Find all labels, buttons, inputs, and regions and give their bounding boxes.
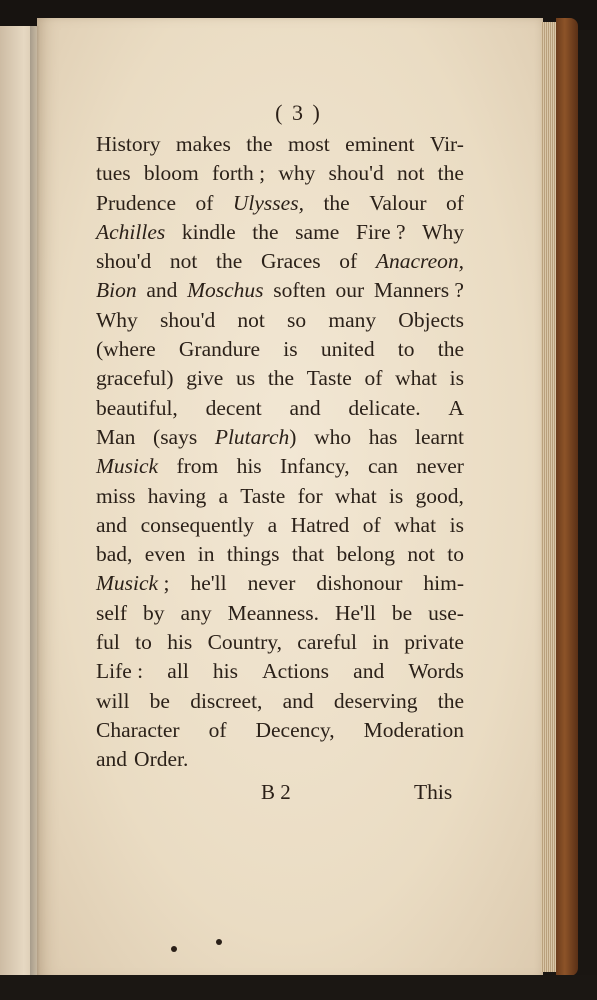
text-line [96,423,464,452]
foxing-spot [216,939,222,945]
word: not [169,249,198,274]
word: Musick ; [96,571,170,596]
word: Order. [134,747,189,772]
word: and [282,688,314,713]
text-line [96,511,464,540]
word: be [391,600,413,625]
text-line [96,716,464,745]
word: the [246,132,273,156]
word: having [147,483,207,508]
text-line [96,657,464,686]
word: (says [153,424,198,449]
text-line [96,159,464,188]
word: why [278,161,316,186]
text-line [96,745,464,774]
word: is [283,337,298,362]
word: the [267,366,295,391]
word: our [335,278,365,303]
word: be [149,688,170,713]
text-line [96,189,464,218]
word: self [96,600,128,625]
word: his [167,630,193,655]
text-line [96,130,464,159]
word: any [180,600,212,625]
word: consequently [140,512,255,537]
word: and [353,659,385,684]
word: use- [428,600,464,625]
word: the [437,337,464,362]
word: Moschus [187,278,264,303]
word: Why [422,219,464,244]
word: and [96,747,128,772]
text-line [96,276,464,305]
word: the [437,688,464,713]
gutter-shadow [30,26,40,988]
text-line [96,218,464,247]
word: what [394,512,437,537]
word: us [236,366,256,391]
word: of [362,512,381,537]
word: Character [96,717,180,742]
word: kindle [181,219,236,244]
word: and [289,395,321,420]
word: Vir- [429,132,464,156]
word: is [449,512,464,537]
word: Valour [369,190,427,215]
word: Objects [398,307,464,332]
word: from [176,454,219,479]
word: same [295,219,340,244]
word: him- [423,571,464,596]
word: is [388,483,404,508]
word: Manners ? [373,278,464,303]
word: private [404,630,464,655]
word: Taste [306,366,352,391]
word: to [447,542,464,567]
word: his [212,659,239,684]
word: good, [415,483,464,508]
word: graceful) [96,366,174,391]
word: most [287,132,330,156]
word: of [195,190,214,215]
word: a [267,512,278,537]
word: belong [336,542,395,567]
word: miss [96,483,136,508]
word: that [291,542,325,567]
word: shou'd [159,307,216,332]
text-line [96,452,464,481]
word: eminent [345,132,415,156]
leather-cover-edge [556,18,578,976]
word: Bion [96,278,137,303]
word: in [197,542,215,567]
word: dishonour [316,571,403,596]
word: Ulysses, [232,190,304,215]
text-line [96,569,464,598]
word: he'll [190,571,227,596]
word: Fire ? [355,219,406,244]
bottom-background [0,975,597,1000]
word: careful [297,630,357,655]
word: Life : [96,659,144,684]
word: (where [96,337,156,362]
text-line [96,335,464,364]
word: Moderation [363,717,464,742]
word: united [320,337,375,362]
word: never [247,571,296,596]
word: of [446,190,464,215]
text-line [96,687,464,716]
word: his [236,454,262,479]
word: of [208,717,227,742]
word: and [146,278,178,303]
word: by [143,600,165,625]
word: the [252,219,279,244]
text-line [96,628,464,657]
word: even [144,542,186,567]
word: of [364,366,383,391]
word: decent [205,395,262,420]
word: will [96,688,130,713]
word: Words [408,659,464,684]
word: Achilles [96,219,166,244]
word: has [368,424,398,449]
word: the [437,161,464,186]
word: forth ; [211,161,266,186]
word: the [323,190,350,215]
word: deserving [333,688,418,713]
word: soften [273,278,326,303]
word: Infancy, [280,454,350,479]
word: all [167,659,189,684]
word: and [96,512,128,537]
word: Taste [240,483,286,508]
signature-mark: B 2 [261,780,291,804]
text-line [96,482,464,511]
word: bloom [143,161,199,186]
word: can [368,454,398,479]
word: Grandure [178,337,261,362]
word: to [397,337,415,362]
word: a [218,483,229,508]
foxing-spot [171,946,177,952]
word: things [226,542,280,567]
word: Why [96,307,138,332]
word: tues [96,161,131,186]
word: of [339,249,358,274]
word: bad, [96,542,133,567]
word: Plutarch) [214,424,297,449]
word: beautiful, [96,395,178,420]
text-line [96,394,464,423]
word: what [395,366,437,391]
word: so [287,307,307,332]
word: Anacreon, [375,249,464,274]
page-number: ( 3 ) [275,100,322,125]
word: the [216,249,243,274]
word: shou'd [96,249,152,274]
word: to [135,630,152,655]
word: Decency, [255,717,335,742]
word: shou'd [328,161,384,186]
word: ful [96,630,120,655]
word: not [237,307,265,332]
word: many [328,307,377,332]
word: He'll [334,600,376,625]
word: Meanness. [227,600,319,625]
word: Graces [260,249,321,274]
word: give [186,366,224,391]
word: learnt [414,424,464,449]
word: delicate. [348,395,421,420]
word: Hatred [290,512,350,537]
body-text [96,130,464,775]
word: A [448,395,464,420]
word: Musick [96,454,159,479]
word: not [407,542,435,567]
text-line [96,306,464,335]
word: Country, [207,630,283,655]
word: never [416,454,464,479]
catchword: This [414,780,453,804]
word: History [96,132,161,156]
word: who [314,424,352,449]
word: what [334,483,377,508]
word: Man [96,424,136,449]
text-line [96,540,464,569]
word: is [449,366,464,391]
word: for [297,483,323,508]
word: discreet, [190,688,263,713]
word: not [396,161,425,186]
word: Actions [262,659,330,684]
word: makes [175,132,231,156]
text-line [96,599,464,628]
text-line [96,247,464,276]
text-line [96,364,464,393]
word: in [372,630,389,655]
word: Prudence [96,190,176,215]
